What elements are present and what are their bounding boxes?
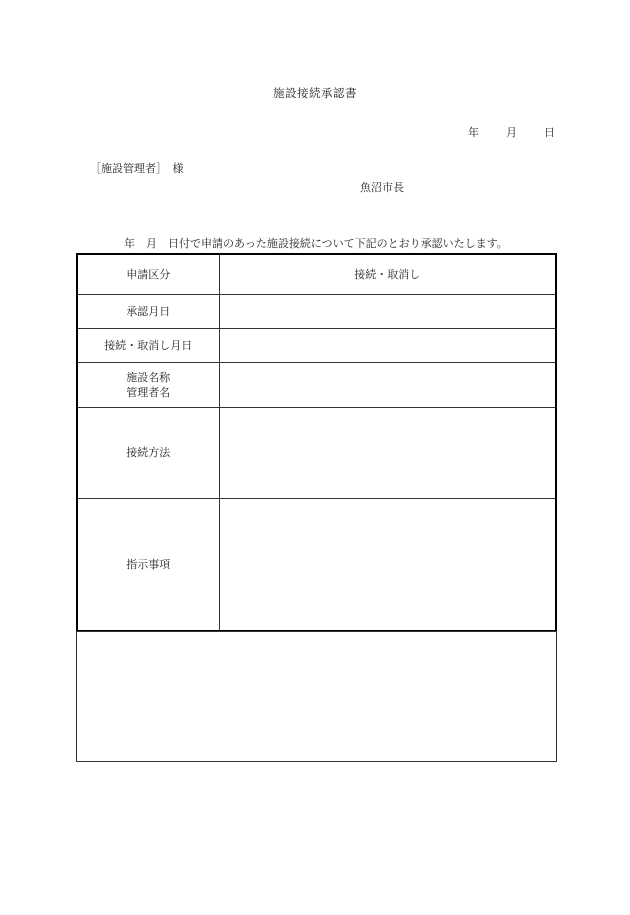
table-row [77, 498, 556, 631]
table-row [77, 328, 556, 362]
document-title: 施設接続承認書 [273, 86, 357, 100]
date-month: 月 [506, 126, 517, 139]
row-value [219, 328, 556, 362]
row-label: 承認月日 [77, 294, 219, 328]
row-label: 接続方法 [77, 407, 219, 498]
date-day: 日 [544, 126, 555, 139]
row-value [219, 362, 556, 407]
row-label-line2: 管理者名 [126, 385, 171, 399]
row-label [77, 362, 219, 407]
date-line [468, 124, 555, 140]
row-value [219, 498, 556, 631]
intro-text: 年 月 日付で申請のあった施設接続について下記のとおり承認いたします。 [124, 237, 508, 250]
issuer: 魚沼市長 [360, 181, 404, 194]
blank-remarks-box [76, 631, 557, 762]
table-row [77, 407, 556, 498]
row-label-line1: 施設名称 [126, 370, 171, 384]
row-value [219, 407, 556, 498]
table-row [77, 254, 556, 294]
row-label: 申請区分 [77, 254, 219, 294]
table-row [77, 362, 556, 407]
addressee: ［施設管理者］ 様 [90, 162, 184, 175]
date-year: 年 [468, 126, 479, 139]
row-value [219, 294, 556, 328]
table-row [77, 294, 556, 328]
row-value: 接続・取消し [219, 254, 556, 294]
approval-table [76, 253, 557, 632]
row-label: 指示事項 [77, 498, 219, 631]
row-label: 接続・取消し月日 [77, 328, 219, 362]
